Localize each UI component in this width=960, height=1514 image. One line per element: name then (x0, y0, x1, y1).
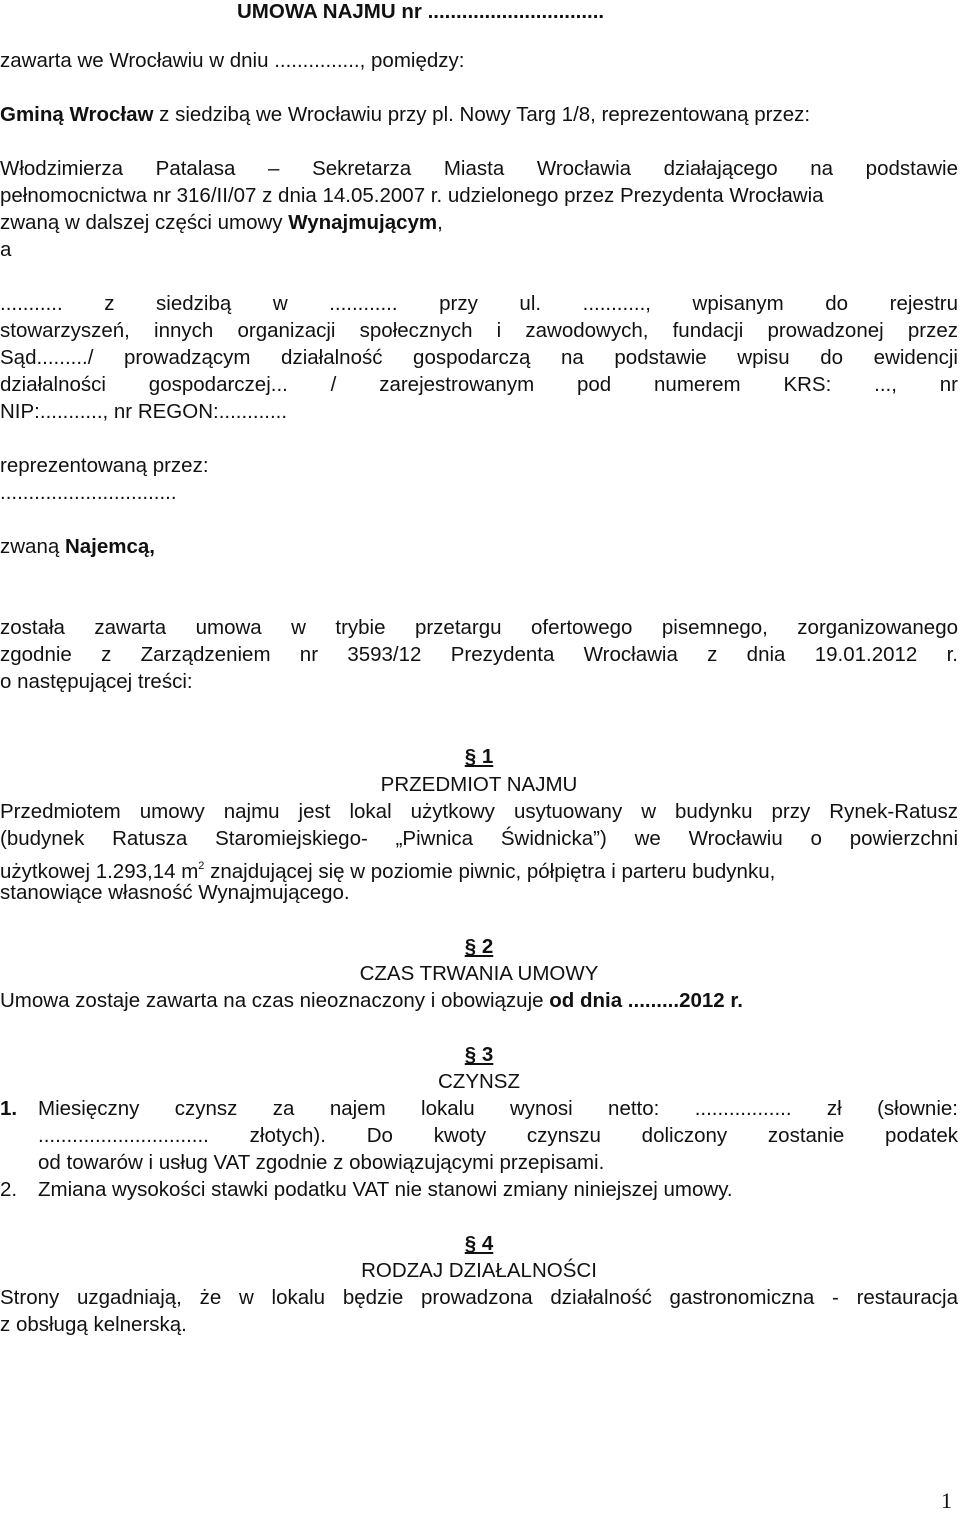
section-1-line3-rest: znajdującej się w poziomie piwnic, półpiętra i parteru budynku, (204, 860, 776, 883)
section-1-area: użytkowej 1.293,14 m (0, 860, 199, 883)
tenant-role-name: Najemcą, (64, 535, 155, 558)
tenant-rep-label: reprezentowaną przez: (0, 454, 209, 477)
lessor-role-prefix: zwaną w dalszej części umowy (0, 211, 289, 234)
tenant-role-prefix: zwaną (0, 535, 65, 558)
section-4-line2: z obsługą kelnerską. (0, 1313, 187, 1336)
section-2-mark (0, 935, 958, 959)
section-1-line3 (0, 854, 958, 884)
title-text: UMOWA NAJMU nr (237, 0, 422, 23)
section-3-item1-num-text: 1. (0, 1097, 18, 1120)
section-1-line2: (budynek Ratusza Staromiejskiego- „Piwnica Świdnicka”) we Wrocławiu o powierzchni (0, 827, 958, 850)
tenant-line5: NIP:..........., nr REGON:............ (0, 400, 288, 423)
lessor-line (0, 103, 958, 127)
lessor-rep-line2: pełnomocnictwa nr 316/II/07 z dnia 14.05.2007 r. udzielonego przez Prezydenta Wrocławia (0, 184, 824, 207)
lessor-name: Gminą Wrocław (0, 103, 154, 126)
section-1-line1: Przedmiotem umowy najmu jest lokal użytkowy usytuowany w budynku przy Rynek-Ratusz (0, 800, 958, 823)
section-3-mark-text: § 3 (464, 1043, 494, 1066)
lessor-address: z siedzibą we Wrocławiu przy pl. Nowy Targ 1/8, reprezentowaną przez: (153, 103, 811, 126)
section-3-mark (0, 1043, 958, 1067)
conclusion-line2: zgodnie z Zarządzeniem nr 3593/12 Prezydenta Wrocławia z dnia 19.01.2012 r. (0, 643, 958, 666)
section-2-date: od dnia .........2012 r. (549, 989, 743, 1012)
lessor-role-suffix: , (437, 211, 443, 234)
section-3-item2-line1: Zmiana wysokości stawki podatku VAT nie stanowi zmiany niniejszej umowy. (38, 1178, 733, 1201)
section-1-mark-text: § 1 (464, 745, 494, 768)
section-4-line1: Strony uzgadniają, że w lokalu będzie prowadzona działalność gastronomiczna - restauracja (0, 1286, 958, 1309)
section-1-heading: PRZEDMIOT NAJMU (380, 773, 578, 796)
tenant-line1: ........... z siedzibą w ............ przy ul. ..........., wpisanym do rejestru (0, 292, 958, 315)
section-3-item1-line1: Miesięczny czynsz za najem lokalu wynosi netto: ................. zł (słownie: (38, 1097, 958, 1120)
and-word: a (0, 238, 12, 261)
section-2-heading: CZAS TRWANIA UMOWY (359, 962, 599, 985)
section-3-item1-line3: od towarów i usług VAT zgodnie z obowiązującymi przepisami. (38, 1151, 605, 1174)
contract-title (237, 0, 937, 24)
tenant-line3: Sąd........./ prowadzącym działalność gospodarczą na podstawie wpisu do ewidencji (0, 346, 958, 369)
section-4-mark (0, 1232, 958, 1256)
tenant-line4: działalności gospodarczej... / zarejestrowanym pod numerem KRS: ..., nr (0, 373, 958, 396)
section-1-line4: stanowiące własność Wynajmującego. (0, 881, 350, 904)
title-dots: ............................... (421, 0, 605, 23)
tenant-line2: stowarzyszeń, innych organizacji społecznych i zawodowych, fundacji prowadzonej przez (0, 319, 958, 342)
section-3-item1-line2: .............................. złotych). Do kwoty czynszu doliczony zostanie podatek (38, 1124, 958, 1147)
page-number: 1 (941, 1488, 952, 1513)
section-2-mark-text: § 2 (464, 935, 494, 958)
lessor-role-name: Wynajmującym (288, 211, 438, 234)
lessor-role-line (0, 211, 958, 235)
conclusion-line1: została zawarta umowa w trybie przetargu ofertowego pisemnego, zorganizowanego (0, 616, 958, 639)
section-1-area-unit-sup: 2 (198, 860, 205, 872)
intro-line: zawarta we Wrocławiu w dniu ..............., pomiędzy: (0, 49, 465, 72)
section-1-mark (0, 745, 958, 769)
section-2-text: Umowa zostaje zawarta na czas nieoznaczony i obowiązuje (0, 989, 550, 1012)
tenant-role-line (0, 535, 958, 559)
conclusion-line3: o następującej treści: (0, 670, 193, 693)
section-4-heading: RODZAJ DZIAŁALNOŚCI (361, 1259, 597, 1282)
section-3-heading: CZYNSZ (438, 1070, 520, 1093)
tenant-rep-dots: ............................... (0, 481, 177, 504)
section-2-line1 (0, 989, 958, 1013)
section-3-item2-num: 2. (0, 1178, 18, 1201)
section-4-mark-text: § 4 (464, 1232, 494, 1255)
lessor-rep-line1: Włodzimierza Patalasa – Sekretarza Miasta Wrocławia działającego na podstawie (0, 157, 958, 180)
